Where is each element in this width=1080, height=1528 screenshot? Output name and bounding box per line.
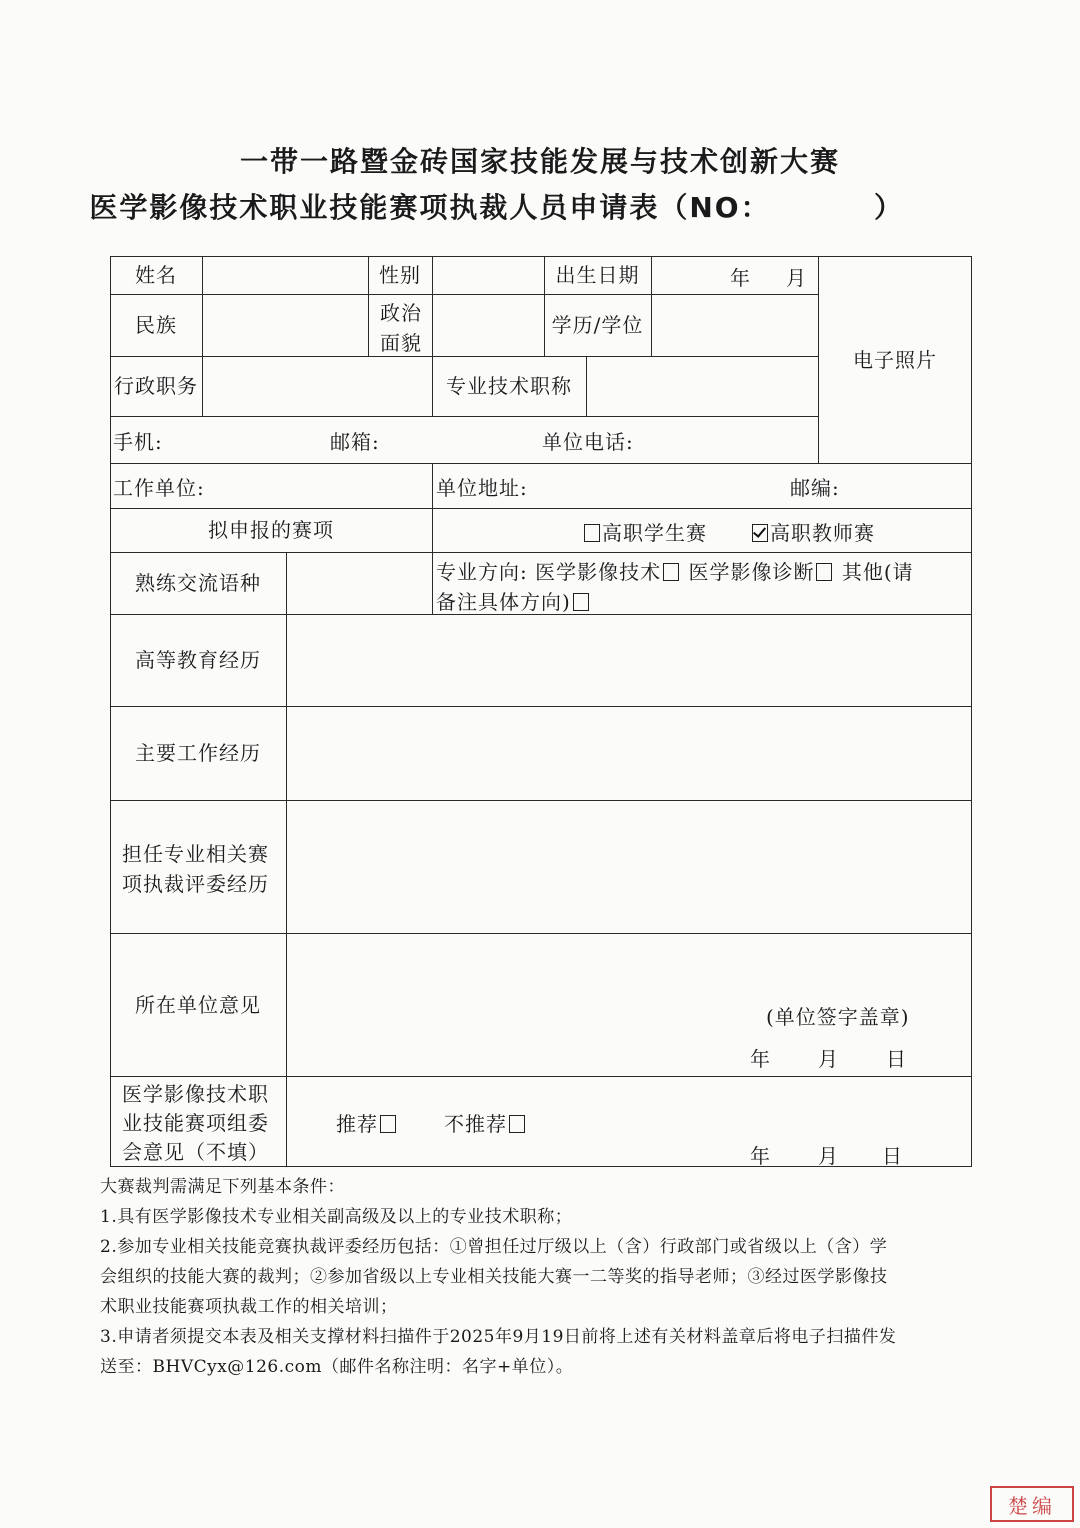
unit-date-month: 月 [818,1047,839,1071]
gender-label: 性别 [379,263,421,287]
judge-exp-label-2: 项执裁评委经历 [122,872,269,896]
notes-item-2-line3: 术职业技能赛项执裁工作的相关培训； [100,1297,398,1317]
gender-field[interactable] [433,257,543,293]
major-imaging-tech-checkbox[interactable] [663,563,679,581]
notes-item-3-line1: 3.申请者须提交本表及相关支撑材料扫描件于2025年9月19日前将上述有关材料盖章后将电子扫描件发 [100,1327,897,1347]
form-title-line2: 医学影像技术职业技能赛项执裁人员申请表（NO： [89,191,771,224]
tech-title-field[interactable] [587,357,817,415]
watermark-seal: 楚编 [990,1486,1074,1522]
email-label: 邮箱: [330,430,380,454]
judge-exp-label-1: 担任专业相关赛 [122,842,269,866]
birth-month-unit: 月 [786,266,807,290]
event-option-student[interactable]: 高职学生赛 [582,517,707,546]
committee-label-1: 医学影像技术职 [122,1082,269,1106]
photo-box[interactable]: 电子照片 [853,347,937,372]
political-label-1: 政治 [380,301,422,325]
name-label: 姓名 [135,263,177,287]
event-label: 拟申报的赛项 [208,518,334,542]
higher-edu-label: 高等教育经历 [135,648,261,672]
work-exp-field[interactable] [287,707,971,799]
unit-address-label: 单位地址: [436,476,528,500]
birth-year-unit: 年 [730,266,751,290]
unit-date-day: 日 [886,1047,907,1071]
education-label: 学历/学位 [551,313,644,337]
teacher-checkbox-checked[interactable] [752,524,768,542]
requirements-notes [100,1172,985,1382]
political-field[interactable] [433,295,543,355]
work-unit-label: 工作单位: [113,476,205,500]
not-recommend-option[interactable]: 不推荐 [444,1108,527,1137]
recommend-checkbox[interactable] [380,1115,396,1133]
postcode-label: 邮编: [790,476,840,500]
unit-seal-note: (单位签字盖章) [766,1005,910,1029]
unit-date-year: 年 [750,1047,771,1071]
committee-date-month: 月 [818,1144,839,1168]
notes-item-2-line2: 会组织的技能大赛的裁判；②参加省级以上专业相关技能大赛一二等奖的指导老师；③经过医学影像技 [100,1267,888,1287]
name-field[interactable] [203,257,367,293]
notes-item-1: 1.具有医学影像技术专业相关副高级及以上的专业技术职称； [100,1207,573,1227]
language-label: 熟练交流语种 [135,571,261,595]
notes-item-2-line1: 2.参加专业相关技能竞赛执裁评委经历包括：①曾担任过厅级以上（含）行政部门或省级以上（含）学 [100,1237,888,1257]
recommend-option[interactable]: 推荐 [336,1108,398,1137]
work-exp-label: 主要工作经历 [135,741,261,765]
committee-date-year: 年 [750,1144,771,1168]
not-recommend-checkbox[interactable] [509,1115,525,1133]
event-option-teacher[interactable]: 高职教师赛 [750,517,875,546]
notes-item-3-line2: 送至：BHVCyx@126.com（邮件名称注明：名字+单位）。 [100,1357,574,1377]
unit-phone-label: 单位电话: [542,430,634,454]
education-field[interactable] [652,295,817,355]
committee-label-3: 会意见（不填） [122,1140,269,1164]
application-form-table [110,256,972,1166]
political-label-2: 面貌 [380,331,422,355]
committee-date-day: 日 [882,1144,903,1168]
judge-exp-field[interactable] [287,801,971,932]
higher-edu-field[interactable] [287,615,971,705]
ethnicity-label: 民族 [135,313,177,337]
form-title-line1: 一带一路暨金砖国家技能发展与技术创新大赛 [239,145,840,178]
unit-opinion-label: 所在单位意见 [135,992,261,1017]
admin-post-field[interactable] [203,357,431,415]
admin-post-label: 行政职务 [114,374,198,398]
mobile-label: 手机: [113,430,163,454]
student-checkbox[interactable] [584,524,600,542]
form-number-close: ） [874,191,903,224]
language-field[interactable] [287,553,431,613]
tech-title-label: 专业技术职称 [446,374,572,398]
committee-label-2: 业技能赛项组委 [122,1111,269,1135]
major-other-checkbox[interactable] [573,593,589,611]
major-imaging-diagnosis-checkbox[interactable] [816,563,832,581]
ethnicity-field[interactable] [203,295,367,355]
birth-date-label: 出生日期 [555,263,640,287]
unit-opinion-field[interactable] [287,934,971,1004]
notes-heading: 大赛裁判需满足下列基本条件： [100,1177,345,1197]
major-direction-line2: 备注具体方向) [436,586,591,615]
major-direction-line1: 专业方向: 医学影像技术 医学影像诊断 其他(请 [436,560,914,584]
